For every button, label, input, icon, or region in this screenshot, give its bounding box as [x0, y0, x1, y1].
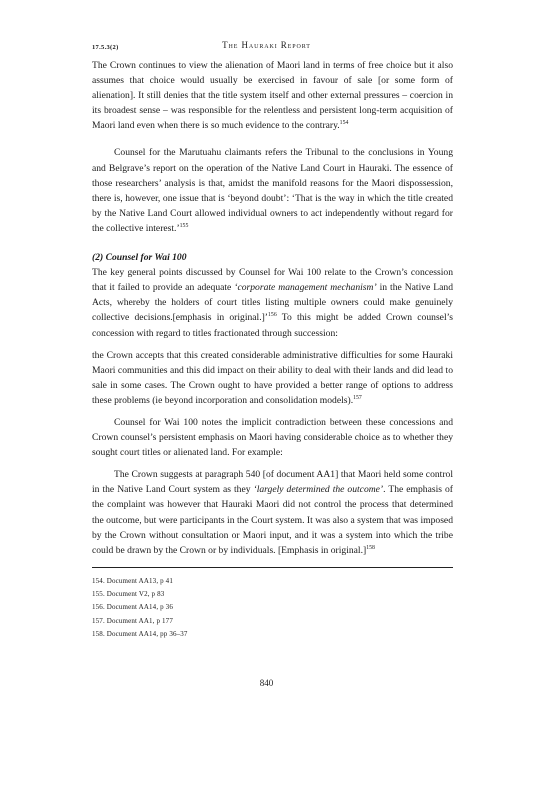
paragraph: [92, 145, 453, 236]
text-run: The Crown suggests at paragraph 540 [of document AA1] that Maori held some control in the Native Land Court system as they: [92, 469, 453, 496]
text-run: the Crown accepts that this created considerable administrative difficulties for some Hauraki Maori communities and this did impact on their ability to deal with their lands and did lead to sale in some cases. The Crown ought to have provided a better range of options to address these problems (ie beyond incorporation and consolidation models).: [92, 349, 453, 406]
emphasis-text: ‘largely determined the outcome’: [253, 484, 384, 496]
body-text: [92, 58, 453, 558]
running-head: The Hauraki Report: [222, 40, 311, 50]
text-run: The Crown continues to view the alienation of Maori land in terms of free choice but it also assumes that choice would usually be exercised in favour of sale [or some form of alienation]. It still denies that the title system itself and other external pressures – coercion in its broadest sense – was responsible for the relentless and persistent long-term acquisition of Maori land even when there is so much evidence to the contrary.: [92, 60, 453, 132]
paragraph: [92, 265, 453, 340]
footnote-marker: 158: [366, 544, 375, 551]
text-run: Counsel for Wai 100 notes the implicit contradiction between these concessions and Crown counsel’s persistent emphasis on Maori having considerable choice as to whether they sought court titles or alienated land. For example:: [92, 416, 453, 459]
block-quote: [92, 58, 453, 133]
text-run: The key general points discussed by Counsel for Wai 100 relate to the Crown’s concession that it failed to provide an adequate: [92, 267, 453, 294]
section-heading: [92, 250, 453, 265]
block-quote: [92, 467, 453, 558]
section-number: 17.5.3(2): [92, 44, 119, 51]
text-run: (2) Counsel for Wai 100: [92, 252, 187, 264]
text-run: . The emphasis of the complaint was however that Hauraki Maori did not control the process that determined the outcome, but were participants in the Court system. It was also a system that was imposed by the Crown without consultation or Maori input, and it was a system into which the tribe could be drawn by the Crown or by individuals. [Emphasis in original.]: [92, 484, 453, 556]
footnote-marker: 155: [179, 222, 189, 229]
footnote-item: 155. Document V2, p 83: [92, 590, 165, 599]
footnote-item: 158. Document AA14, pp 36–37: [92, 629, 188, 638]
text-run: Counsel for the Marutuahu claimants refers the Tribunal to the conclusions in Young and Belgrave’s report on the operation of the Native Land Court in Hauraki. The essence of those researchers’ analysis is that, amidst the manifold reasons for the Maori dispossession, there is, however, one issue that is ‘beyond doubt’: ‘That is the way in which the title created by the Native Land Court allowed individual owners to act independently without regard for the collective interest.’: [92, 147, 453, 234]
text-run: To this might be added Crown counsel’s concession with regard to titles fractionated through succession:: [92, 312, 454, 339]
footnote-item: 157. Document AA1, p 177: [92, 616, 173, 625]
footnotes: [92, 575, 453, 641]
footnote-marker: 154: [339, 120, 349, 127]
block-quote: [92, 348, 453, 408]
paragraph: [92, 415, 453, 460]
text-run: in the Native Land Acts, whereby the holders of court titles listing multiple owners could make genuinely collective decisions.[emphasis in original.]’: [92, 282, 453, 324]
footnote-item: 154. Document AA13, p 41: [92, 577, 173, 585]
footnote-item: 156. Document AA14, p 36: [92, 603, 173, 612]
emphasis-text: ‘corporate management mechanism’: [234, 282, 377, 294]
footnote-rule: [92, 567, 453, 568]
footnote-marker: 156: [268, 312, 277, 319]
page-number: 840: [259, 678, 274, 688]
footnote-marker: 157: [353, 394, 362, 401]
